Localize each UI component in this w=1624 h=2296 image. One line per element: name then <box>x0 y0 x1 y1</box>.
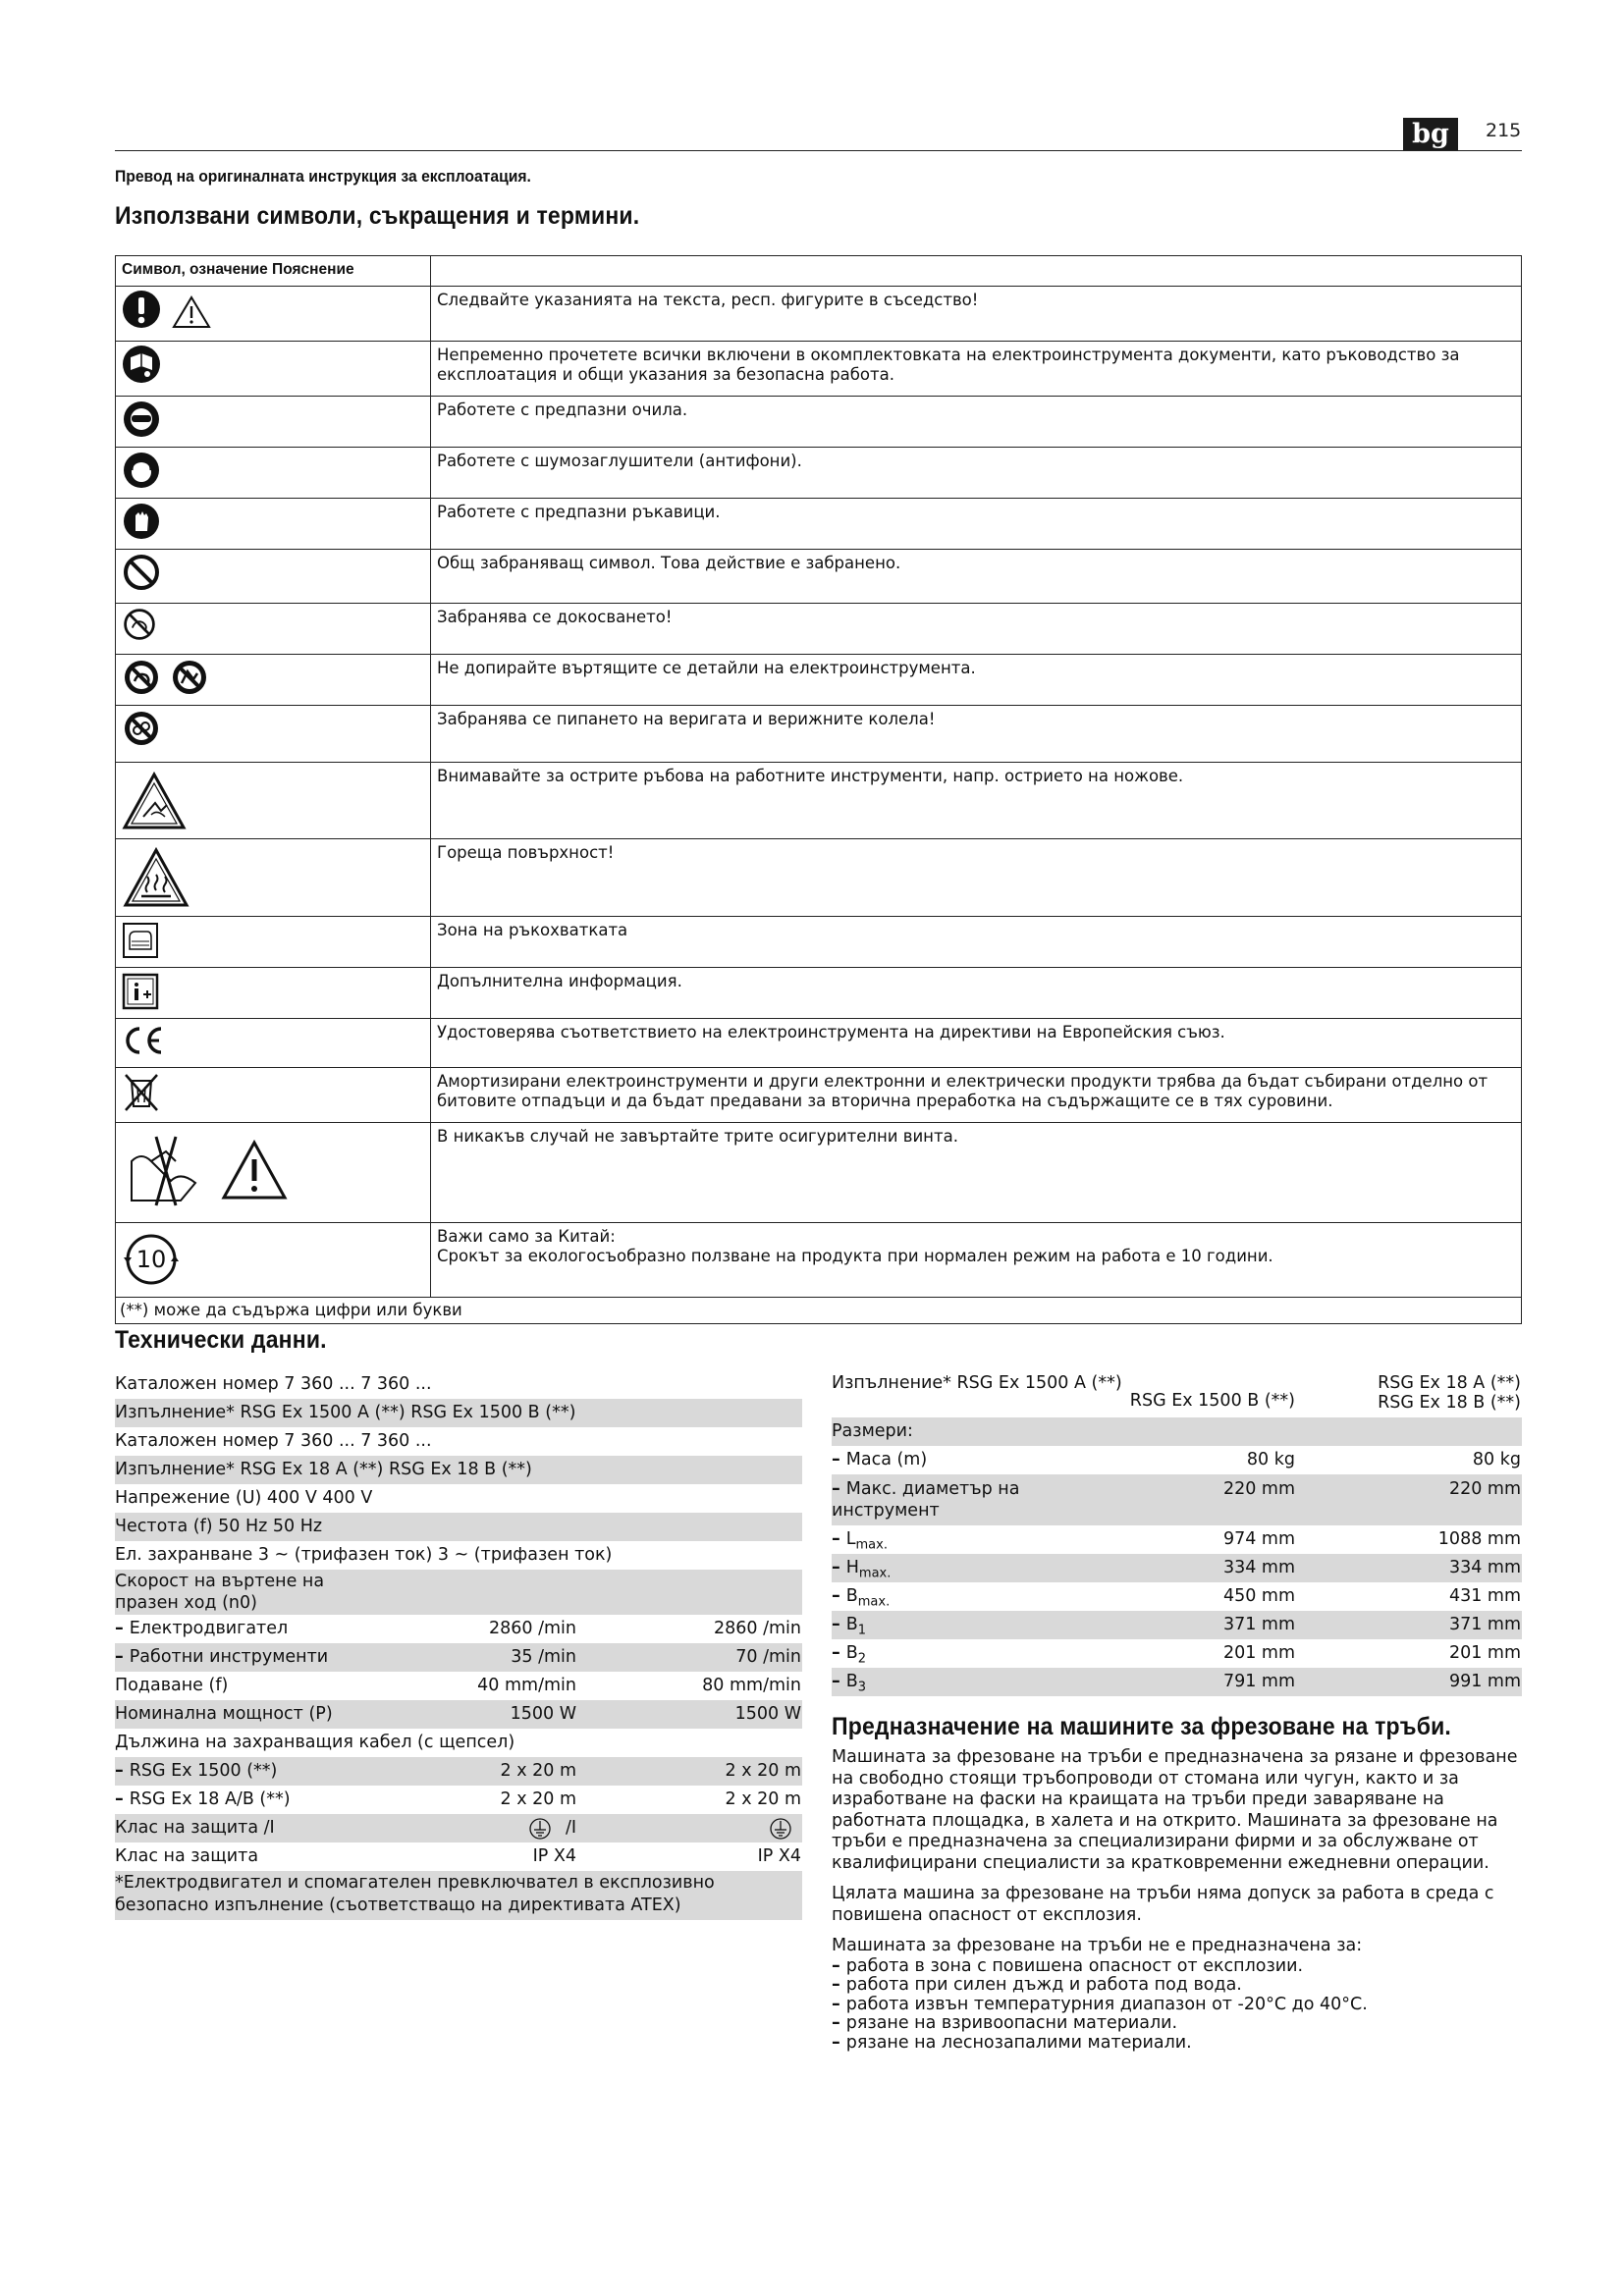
table-row <box>832 1474 1522 1525</box>
symbols-section-title: Използвани символи, съкращения и термини. <box>115 202 640 230</box>
weee-bin-icon <box>122 1071 161 1119</box>
spec-value: 201 mm <box>1448 1643 1521 1663</box>
table-row <box>832 1582 1522 1611</box>
spec-header-line: RSG Ex 18 B (**) <box>1378 1393 1521 1413</box>
purpose-paragraph: Цялата машина за фрезоване на тръби няма допуск за работа в среда с повишена опасност от експлозия. <box>832 1884 1494 1925</box>
spec-header: RSG Ex 1500 B (**) <box>1129 1391 1295 1411</box>
list-dash: – <box>832 1643 840 1663</box>
list-dash: – <box>115 1619 124 1638</box>
china-10-years-icon <box>122 1230 181 1294</box>
tech-footnote: *Електродвигател и спомагателен превключвател в експлозивно безопасно изпълнение (съответстващо на директивата ATEX) <box>115 1871 802 1920</box>
spec-value: 220 mm <box>1448 1479 1521 1499</box>
spec-label-text: Каталожен номер 7 360 ... 7 360 ... <box>115 1431 432 1451</box>
list-dash: – <box>832 1479 840 1499</box>
grip-zone-icon <box>122 922 159 964</box>
spec-label-text: B <box>845 1672 858 1691</box>
spec-value: 35 /min <box>511 1647 576 1667</box>
spec-label-text: Макс. диаметър на инструмент <box>832 1479 1020 1521</box>
symbol-cell <box>116 1223 431 1298</box>
list-item-text: работа извън температурния диапазон от -20°C до 40°C. <box>845 1994 1368 2014</box>
spec-value: 201 mm <box>1222 1643 1295 1663</box>
spec-label-subscript: 2 <box>857 1651 867 1667</box>
symbol-cell <box>116 763 431 839</box>
spec-label-text: B <box>845 1615 858 1634</box>
symbol-cell <box>116 655 431 706</box>
symbol-cell <box>116 499 431 550</box>
symbol-cell <box>116 448 431 499</box>
spec-value: 371 mm <box>1222 1615 1295 1634</box>
description-line: Важи само за Китай: <box>437 1227 616 1246</box>
table-row <box>115 1672 802 1700</box>
safety-goggles-icon <box>122 400 161 444</box>
spec-label <box>115 1814 275 1842</box>
purpose-list <box>832 1957 1522 2054</box>
table-row <box>115 1399 802 1427</box>
table-row <box>115 1570 802 1615</box>
table-footnote-row <box>116 1298 1522 1324</box>
spec-label-subscript: max. <box>857 1594 891 1610</box>
purpose-paragraph: Машината за фрезоване на тръби е предназначена за рязане и фрезоване на свободно стоящи тръбопроводи от стомана или чугун, както и за изработване на фаски на краищата на тръби преди заваряване на работната площадка, в халета и на открито. Машината за фрезоване на тръби е предназначена за специализирани фирми и за обслужване от квалифицирани специалисти за кратковременни ежедневни операции. <box>832 1747 1518 1873</box>
list-dash: – <box>832 2032 840 2053</box>
table-row <box>115 1541 802 1570</box>
no-touch-icon <box>122 607 157 647</box>
spec-value: 2860 /min <box>714 1619 801 1638</box>
description-line: Срокът за екологосъобразно ползване на продукта при нормален режим на работа е 10 години. <box>437 1247 1273 1265</box>
spec-label <box>115 1571 370 1614</box>
spec-value: 431 mm <box>1448 1586 1521 1606</box>
spec-label-subscript: 3 <box>857 1680 867 1695</box>
symbol-cell <box>116 550 431 604</box>
table-row <box>115 1842 802 1871</box>
table-header-row <box>832 1370 1522 1417</box>
list-dash: – <box>832 1615 840 1634</box>
description-cell: Амортизирани електроинструменти и други електронни и електрически продукти трябва да бъдат събирани отделно от битовите отпадъци и да бъдат предавани за вторична преработка на съдържащите се в тях суровини. <box>431 1068 1522 1123</box>
purpose-paragraph: Машината за фрезоване на тръби не е предназначена за: <box>832 1936 1363 1955</box>
spec-value: 974 mm <box>1222 1529 1295 1549</box>
table-row <box>115 1513 802 1541</box>
table-row <box>116 1223 1522 1298</box>
list-dash: – <box>832 1994 840 2014</box>
description-cell: Работете с предпазни очила. <box>431 397 1522 448</box>
list-dash: – <box>115 1761 124 1781</box>
spec-label <box>115 1700 333 1729</box>
spec-label-text: Подаване (f) <box>115 1676 229 1695</box>
list-item <box>832 2014 1522 2034</box>
table-row <box>116 655 1522 706</box>
hot-surface-warning-icon <box>122 847 190 913</box>
spec-value: 80 mm/min <box>702 1676 801 1695</box>
spec-label-text: Изпълнение* RSG Ex 1500 A (**) RSG Ex 1500 B (**) <box>115 1403 576 1422</box>
tech-data-title: Технически данни. <box>115 1326 327 1354</box>
list-item-text: работа в зона с повишена опасност от експлозии. <box>845 1955 1304 1976</box>
tech-data-right <box>832 1370 1522 1696</box>
spec-value: 1500 W <box>510 1704 576 1724</box>
spec-label-text: Скорост на въртене на празен ход (n0) <box>115 1572 325 1613</box>
table-row <box>115 1427 802 1456</box>
list-item <box>832 2034 1522 2054</box>
tech-data-left <box>115 1370 802 1920</box>
info-icon <box>122 973 159 1015</box>
spec-value: 220 mm <box>1222 1479 1295 1499</box>
svg-text:10: 10 <box>135 1246 167 1273</box>
symbol-cell <box>116 287 431 342</box>
symbol-cell <box>116 342 431 397</box>
spec-value: 334 mm <box>1222 1558 1295 1577</box>
spec-label-text: Електродвигател <box>129 1619 289 1638</box>
table-row <box>832 1611 1522 1639</box>
spec-value: IP X4 <box>757 1846 801 1866</box>
header-rule <box>115 150 1522 151</box>
spec-label-text: B <box>845 1586 858 1606</box>
ear-protection-icon <box>122 451 161 495</box>
table-row <box>116 397 1522 448</box>
spec-label-text: Маса (m) <box>845 1450 928 1469</box>
spec-label-text: Номинална мощност (P) <box>115 1704 333 1724</box>
spec-label <box>115 1672 228 1700</box>
list-dash: – <box>832 1672 840 1691</box>
list-item <box>832 1996 1522 2015</box>
table-row <box>832 1525 1522 1554</box>
symbol-cell <box>116 397 431 448</box>
description-cell: Зона на ръкохватката <box>431 917 1522 968</box>
symbol-cell <box>116 1019 431 1068</box>
spec-label-text: Дължина на захранващия кабел (с щепсел) <box>115 1733 515 1752</box>
description-cell: Допълнителна информация. <box>431 968 1522 1019</box>
description-cell <box>431 1223 1522 1298</box>
spec-label-text: H <box>845 1558 859 1577</box>
table-row <box>115 1643 802 1672</box>
description-cell: Следвайте указанията на текста, респ. фигурите в съседство! <box>431 287 1522 342</box>
spec-label <box>115 1541 612 1570</box>
spec-label <box>115 1842 258 1871</box>
table-row <box>116 839 1522 917</box>
spec-label <box>115 1456 532 1484</box>
spec-label <box>832 1417 913 1446</box>
table-footnote: (**) може да съдържа цифри или букви <box>116 1298 1522 1324</box>
description-cell: Забранява се пипането на веригата и верижните колела! <box>431 706 1522 763</box>
spec-label-text: RSG Ex 1500 (**) <box>129 1761 278 1781</box>
description-cell: Работете с шумозаглушители (антифони). <box>431 448 1522 499</box>
prohibition-icon <box>122 553 161 597</box>
table-header-cell-empty <box>431 256 1522 287</box>
table-row <box>116 550 1522 604</box>
table-row <box>832 1417 1522 1446</box>
table-row <box>116 448 1522 499</box>
spec-label <box>115 1786 291 1814</box>
list-dash: – <box>832 1975 840 1995</box>
spec-label <box>832 1478 1038 1522</box>
spec-label-text: Работни инструменти <box>129 1647 329 1667</box>
symbol-cell <box>116 1068 431 1123</box>
spec-value: 1088 mm <box>1437 1529 1521 1549</box>
list-dash: – <box>832 1558 840 1577</box>
description-cell: Внимавайте за острите ръбова на работните инструменти, напр. острието на ножове. <box>431 763 1522 839</box>
table-row <box>115 1484 802 1513</box>
sharp-edges-warning-icon <box>122 772 187 835</box>
spec-label-text: L <box>845 1529 856 1549</box>
spec-value: 1500 W <box>734 1704 801 1724</box>
spec-label-subscript: max. <box>855 1537 888 1553</box>
list-item-text: рязане на леснозапалими материали. <box>845 2032 1192 2053</box>
spec-header: Изпълнение* RSG Ex 1500 A (**) <box>832 1373 1122 1393</box>
table-row <box>115 1786 802 1814</box>
spec-value: 2 x 20 m <box>725 1761 801 1781</box>
table-row <box>116 499 1522 550</box>
spec-value: 450 mm <box>1222 1586 1295 1606</box>
spec-label-text: Размери: <box>832 1421 913 1441</box>
table-row <box>115 1456 802 1484</box>
spec-value: IP X4 <box>532 1846 576 1866</box>
spec-value: /I <box>565 1818 576 1838</box>
spec-label <box>832 1668 866 1702</box>
list-dash: – <box>832 1529 840 1549</box>
spec-label-subscript: max. <box>858 1566 892 1581</box>
spec-label <box>115 1513 322 1541</box>
table-row <box>116 706 1522 763</box>
spec-value: 40 mm/min <box>477 1676 576 1695</box>
list-dash: – <box>832 1586 840 1606</box>
table-row <box>116 917 1522 968</box>
spec-value: 371 mm <box>1448 1615 1521 1634</box>
table-header-cell: Символ, означение Пояснение <box>116 256 431 287</box>
spec-label-text: Напрежение (U) 400 V 400 V <box>115 1488 373 1508</box>
spec-label <box>115 1399 575 1427</box>
table-row <box>115 1729 802 1757</box>
table-row <box>115 1814 802 1842</box>
description-cell: Забранява се докосването! <box>431 604 1522 655</box>
description-cell: Удостоверява съответствието на електроинструмента на директиви на Европейския съюз. <box>431 1019 1522 1068</box>
description-cell: Общ забраняващ символ. Това действие е забранено. <box>431 550 1522 604</box>
table-row <box>116 1123 1522 1223</box>
description-cell: Работете с предпазни ръкавици. <box>431 499 1522 550</box>
safety-gloves-icon <box>122 502 161 546</box>
symbol-cell <box>116 968 431 1019</box>
spec-label-text: Ел. захранване 3 ~ (трифазен ток) 3 ~ (трифазен ток) <box>115 1545 613 1565</box>
spec-label-text: Честота (f) 50 Hz 50 Hz <box>115 1517 323 1536</box>
spec-label <box>115 1615 288 1643</box>
no-touch-rotating-icon-2 <box>170 658 209 702</box>
no-touch-rotating-icon <box>122 658 161 702</box>
mandatory-action-icon <box>122 290 161 334</box>
table-row <box>116 604 1522 655</box>
spec-label <box>115 1484 372 1513</box>
table-row <box>832 1554 1522 1582</box>
purpose-title: Предназначение на машините за фрезоване на тръби. <box>832 1713 1452 1740</box>
table-header-row <box>116 256 1522 287</box>
spec-label <box>115 1757 277 1786</box>
no-unscrew-icon <box>122 1132 210 1215</box>
symbol-cell <box>116 604 431 655</box>
list-dash: – <box>832 1450 840 1469</box>
warning-triangle-icon <box>172 295 211 334</box>
table-row <box>832 1668 1522 1696</box>
spec-label <box>832 1446 927 1474</box>
spec-value: 791 mm <box>1222 1672 1295 1691</box>
symbols-table <box>115 255 1522 1324</box>
spec-value: 2 x 20 m <box>500 1761 576 1781</box>
spec-value: 70 /min <box>735 1647 801 1667</box>
table-row <box>116 342 1522 397</box>
description-cell: Не допирайте въртящите се детайли на електроинструмента. <box>431 655 1522 706</box>
document-subtitle: Превод на оригиналната инструкция за експлоатация. <box>115 168 531 186</box>
symbol-cell <box>116 917 431 968</box>
spec-value: 2860 /min <box>489 1619 576 1638</box>
spec-value: 991 mm <box>1448 1672 1521 1691</box>
list-dash: – <box>832 1955 840 1976</box>
symbol-cell <box>116 706 431 763</box>
table-row <box>832 1446 1522 1474</box>
table-row <box>116 287 1522 342</box>
table-row <box>115 1700 802 1729</box>
spec-label-text: Клас на защита <box>115 1846 259 1866</box>
ce-mark-icon <box>122 1025 165 1061</box>
list-item <box>832 1957 1522 1977</box>
spec-label <box>115 1643 328 1672</box>
warning-triangle-icon <box>221 1140 288 1205</box>
no-touch-chain-icon <box>122 709 161 753</box>
table-row <box>116 1019 1522 1068</box>
table-row <box>116 968 1522 1019</box>
read-manual-icon <box>122 345 161 389</box>
description-cell: Непременно прочетете всички включени в окомплектовката на електроинструмента документи, като ръководство за експлоатация и общи указания за безопасна работа. <box>431 342 1522 397</box>
spec-value: 80 kg <box>1472 1450 1521 1469</box>
spec-value: 334 mm <box>1448 1558 1521 1577</box>
spec-label <box>115 1370 432 1399</box>
purpose-section <box>832 1747 1522 2053</box>
spec-label-text: Каталожен номер 7 360 ... 7 360 ... <box>115 1374 432 1394</box>
spec-label-subscript: 1 <box>857 1623 867 1638</box>
description-cell: В никакъв случай не завъртайте трите осигурителни винта. <box>431 1123 1522 1223</box>
spec-label <box>115 1427 432 1456</box>
page-number: 215 <box>1486 120 1522 141</box>
table-row <box>115 1370 802 1399</box>
table-row <box>115 1615 802 1643</box>
spec-label-text: Изпълнение* RSG Ex 18 A (**) RSG Ex 18 B (**) <box>115 1460 532 1479</box>
list-item-text: работа при силен дъжд и работа под вода. <box>845 1975 1242 1995</box>
description-cell: Гореща повърхност! <box>431 839 1522 917</box>
table-row <box>832 1639 1522 1668</box>
table-row <box>115 1757 802 1786</box>
list-item-text: рязане на взривоопасни материали. <box>845 2013 1178 2033</box>
spec-header-line: RSG Ex 18 A (**) <box>1378 1373 1521 1393</box>
table-row <box>116 1068 1522 1123</box>
spec-label-text: B <box>845 1643 858 1663</box>
spec-value: 2 x 20 m <box>725 1789 801 1809</box>
spec-label <box>115 1729 514 1757</box>
list-item <box>832 1976 1522 1996</box>
spec-header <box>1378 1373 1521 1413</box>
symbol-cell <box>116 1123 431 1223</box>
symbol-cell <box>116 839 431 917</box>
list-dash: – <box>115 1789 124 1809</box>
table-row <box>116 763 1522 839</box>
language-badge: bg <box>1403 118 1458 151</box>
spec-label-text: RSG Ex 18 A/B (**) <box>129 1789 291 1809</box>
list-dash: – <box>115 1647 124 1667</box>
list-dash: – <box>832 2013 840 2033</box>
spec-value: 80 kg <box>1246 1450 1295 1469</box>
spec-label-text: Клас на защита /I <box>115 1818 275 1838</box>
spec-value: 2 x 20 m <box>500 1789 576 1809</box>
